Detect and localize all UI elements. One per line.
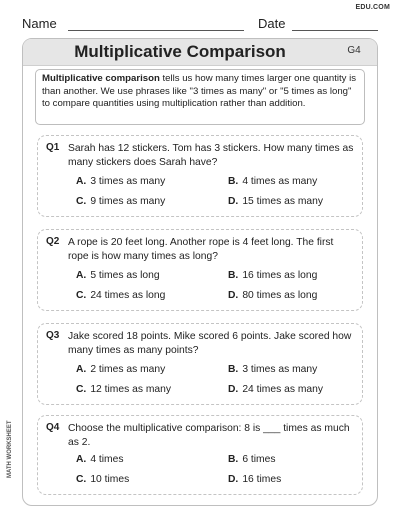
question-text: Choose the multiplicative comparison: 8 is ___ times as much as 2. [68,423,350,448]
option-b[interactable] [228,176,317,187]
option-letter: B. [228,364,239,375]
option-c[interactable] [76,290,165,301]
option-text: 3 times as many [242,364,318,375]
option-text: 24 times as many [242,384,324,395]
worksheet [22,38,378,506]
option-letter: D. [228,290,239,301]
intro-box [35,69,365,125]
option-text: 6 times [242,454,276,465]
option-text: 10 times [90,474,130,485]
question-number: Q2 [46,236,60,247]
option-text: 16 times as long [242,270,318,281]
option-text: 4 times as many [242,176,318,187]
option-letter: A. [76,364,87,375]
option-text: 4 times [90,454,124,465]
option-letter: C. [76,196,87,207]
option-letter: C. [76,384,87,395]
option-c[interactable] [76,196,165,207]
name-line [68,30,244,31]
option-d[interactable] [228,384,323,395]
question-number: Q1 [46,142,60,153]
name-date-row [22,16,378,32]
option-d[interactable] [228,196,323,207]
option-text: 80 times as long [242,290,318,301]
option-text: 2 times as many [90,364,166,375]
option-b[interactable] [228,364,317,375]
option-text: 5 times as long [90,270,160,281]
name-label: Name [22,16,57,31]
question-card [37,323,363,405]
option-b[interactable] [228,270,317,281]
side-label: MATH WORKSHEET [7,420,13,478]
option-letter: C. [76,290,87,301]
title-bar [23,39,377,66]
option-a[interactable] [76,176,165,187]
question-number: Q3 [46,330,60,341]
intro-text: tells us how many times larger one quantity is than another. We use phrases like "3 times as many" or "5 times as long" to compare quantities using multiplication rather than addition. [42,73,357,109]
option-letter: C. [76,474,87,485]
option-letter: B. [228,270,239,281]
option-a[interactable] [76,364,165,375]
question-card [37,135,363,217]
page-title: Multiplicative Comparison [74,42,286,61]
grade-badge: G4 [347,45,361,56]
option-letter: A. [76,270,87,281]
brand-logo: EDU.COM [355,4,390,11]
date-label: Date [258,16,286,31]
option-text: 16 times [242,474,282,485]
option-text: 12 times as many [90,384,172,395]
option-letter: A. [76,176,87,187]
option-letter: D. [228,474,239,485]
question-text: Jake scored 18 points. Mike scored 6 points. Jake scored how many times as many points? [68,331,352,356]
option-a[interactable] [76,454,124,465]
option-a[interactable] [76,270,160,281]
option-text: 15 times as many [242,196,324,207]
option-text: 9 times as many [90,196,166,207]
question-text: Sarah has 12 stickers. Tom has 3 stickers. How many times as many stickers does Sarah have? [68,143,354,168]
option-letter: D. [228,384,239,395]
intro-term: Multiplicative comparison [42,73,160,84]
option-d[interactable] [228,290,317,301]
question-number: Q4 [46,422,60,433]
option-c[interactable] [76,474,129,485]
option-letter: B. [228,176,239,187]
option-d[interactable] [228,474,281,485]
option-c[interactable] [76,384,171,395]
option-letter: A. [76,454,87,465]
option-b[interactable] [228,454,276,465]
question-card [37,229,363,311]
option-letter: D. [228,196,239,207]
date-line [292,30,378,31]
option-text: 3 times as many [90,176,166,187]
option-letter: B. [228,454,239,465]
option-text: 24 times as long [90,290,166,301]
question-text: A rope is 20 feet long. Another rope is 4 feet long. The first rope is how many times as long? [68,237,334,262]
question-card [37,415,363,495]
